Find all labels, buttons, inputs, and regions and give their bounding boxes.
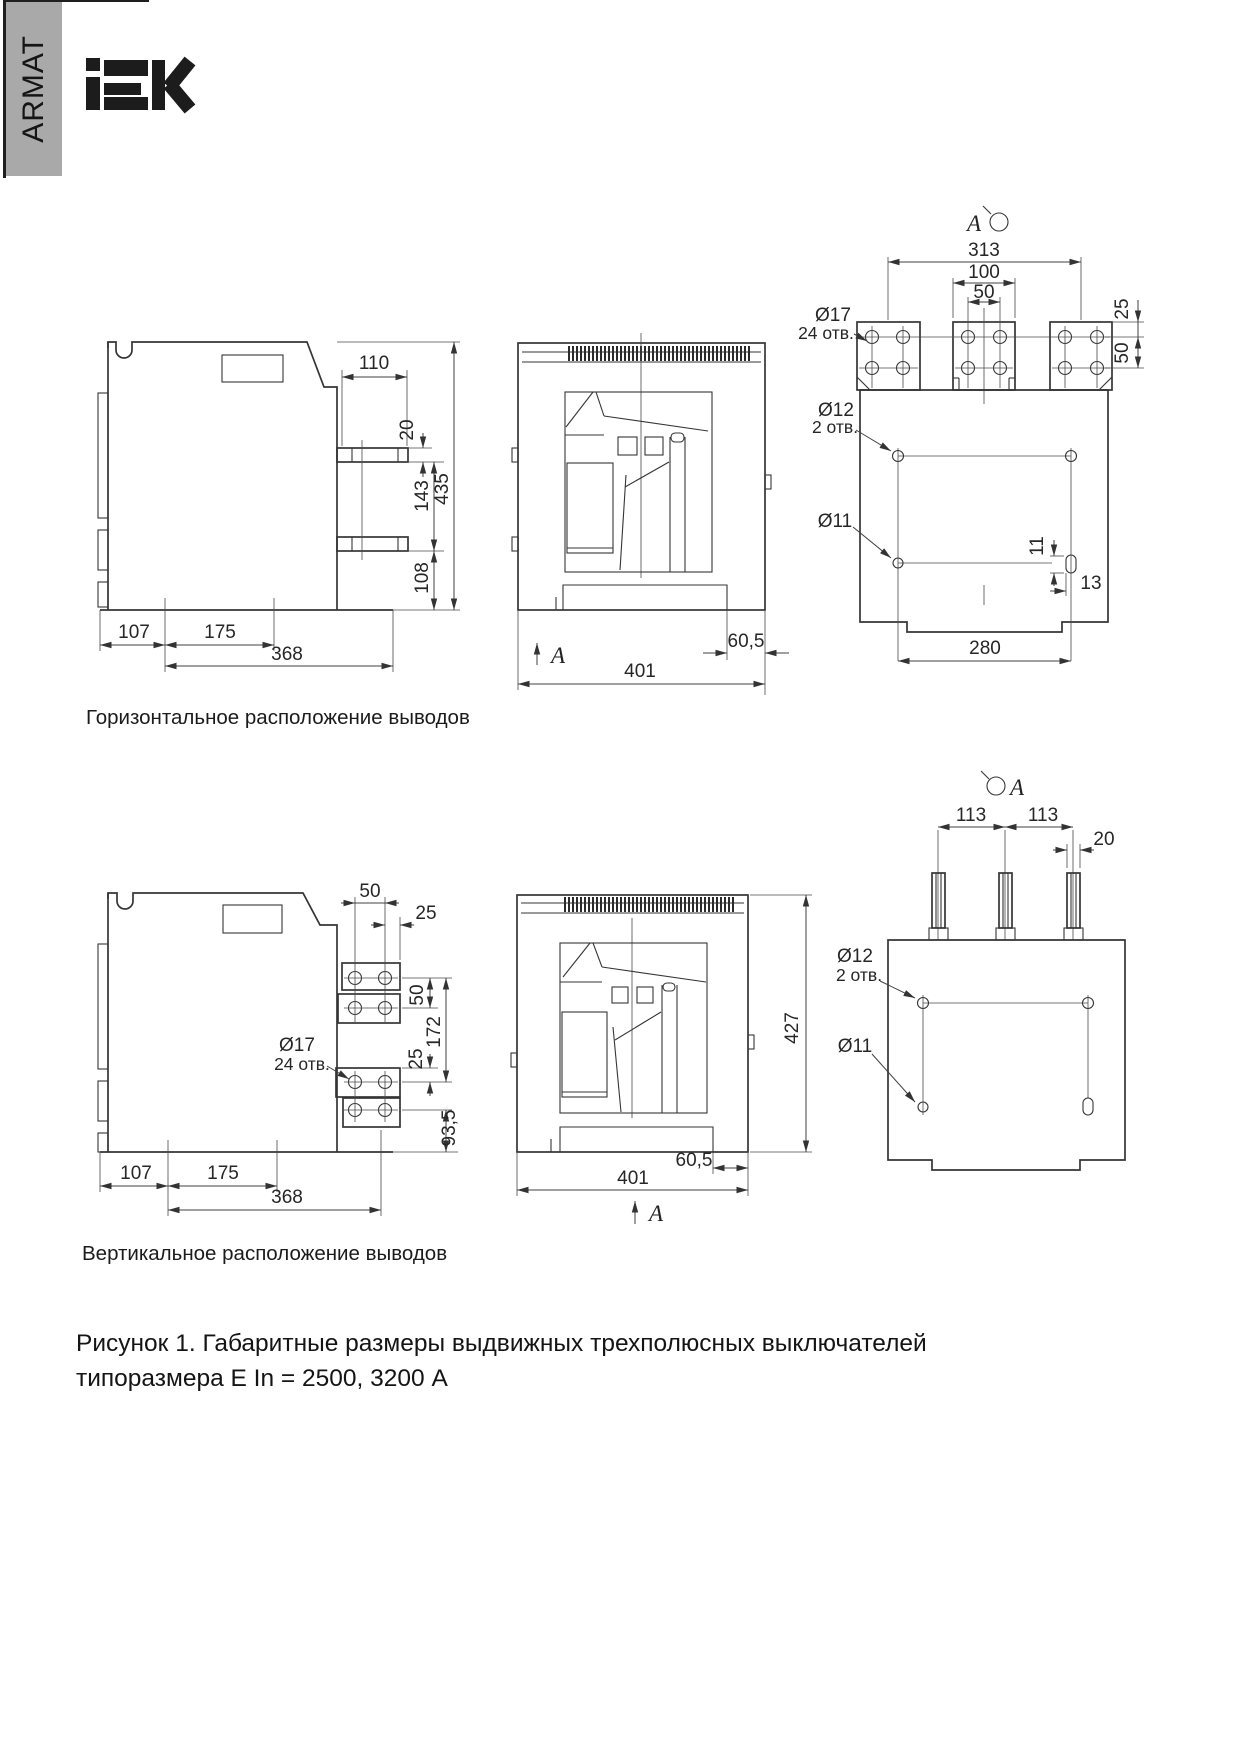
logo-e-top (104, 60, 148, 76)
ventilation-grille (562, 897, 736, 912)
dim-313: 313 (968, 240, 1000, 261)
drawing-horizontal-top-view (798, 206, 1144, 661)
label-2-holes: 2 отв. (811, 417, 859, 437)
caption-vertical-layout: Вертикальное расположение выводов (82, 1242, 448, 1265)
dim-25-right: 25 (1112, 298, 1133, 320)
dim-60-5: 60,5 (727, 631, 765, 652)
figure-caption-line1: Рисунок 1. Габаритные размеры выдвижных трехполюсных выключателей (76, 1330, 927, 1357)
view-a-label: A (550, 643, 566, 668)
dim-50-right: 50 (1112, 342, 1133, 364)
terminal-bars (929, 873, 1083, 940)
dim-368: 368 (271, 644, 303, 665)
dim-113-left: 113 (955, 805, 987, 826)
brand-strip-label: ARMAT (17, 35, 50, 143)
dim-100: 100 (968, 262, 1000, 283)
drawing-horizontal-side-view (98, 342, 460, 672)
dim-93-5: 93,5 (439, 1109, 460, 1147)
label-dia17: Ø17 (279, 1035, 315, 1056)
dim-50-right: 50 (407, 984, 428, 1006)
figure-caption (76, 1326, 927, 1396)
logo-i-stem (86, 77, 100, 110)
dim-110: 110 (358, 353, 390, 374)
label-dia11: Ø11 (837, 1036, 873, 1057)
dim-25-top: 25 (415, 903, 437, 924)
dim-108: 108 (412, 562, 433, 594)
logo-i-dot (86, 58, 100, 71)
dim-113-right: 113 (1027, 805, 1059, 826)
dim-175: 175 (207, 1163, 239, 1184)
logo-e-bottom (104, 97, 148, 110)
dim-175: 175 (204, 622, 236, 643)
drawing-vertical-top-view (836, 771, 1125, 1170)
dim-107: 107 (120, 1163, 152, 1184)
label-dia11: Ø11 (817, 511, 853, 532)
ventilation-grille (566, 346, 750, 361)
dim-13: 13 (1080, 573, 1102, 594)
slot-hole (1083, 1098, 1093, 1115)
drawing-horizontal-front-view (512, 333, 789, 695)
view-a-label: A (648, 1201, 664, 1226)
dim-401: 401 (624, 661, 656, 682)
logo-k-stem (152, 60, 165, 110)
label-2-holes: 2 отв. (835, 965, 883, 985)
iek-logo (86, 58, 190, 110)
drawing-vertical-front-view (511, 895, 812, 1226)
dim-50-top: 50 (359, 881, 381, 902)
dim-25-right: 25 (406, 1048, 427, 1070)
view-a-title: A (966, 211, 982, 236)
caption-horizontal-layout: Горизонтальное расположение выводов (86, 706, 470, 729)
dim-280: 280 (969, 638, 1001, 659)
logo-e-mid (104, 83, 141, 95)
dim-20: 20 (397, 419, 418, 441)
dim-60-5: 60,5 (675, 1150, 713, 1171)
dim-427: 427 (782, 1012, 803, 1044)
view-a-marker-icon (987, 777, 1005, 795)
dim-401: 401 (617, 1168, 649, 1189)
label-24-holes: 24 отв. (798, 323, 854, 343)
label-dia17: Ø17 (815, 305, 851, 326)
dim-143: 143 (412, 480, 433, 512)
dim-368: 368 (271, 1187, 303, 1208)
view-a-marker-icon (990, 213, 1008, 231)
label-24-holes: 24 отв. (274, 1054, 330, 1074)
dim-50: 50 (973, 282, 995, 303)
dim-107: 107 (118, 622, 150, 643)
label-dia12: Ø12 (818, 400, 854, 421)
dim-172: 172 (424, 1016, 445, 1048)
dim-20: 20 (1093, 829, 1115, 850)
label-dia12: Ø12 (837, 946, 873, 967)
logo-k-arm-down (169, 84, 190, 109)
figure-caption-line2: типоразмера E In = 2500, 3200 А (76, 1365, 448, 1392)
view-a-title: A (1009, 775, 1025, 800)
dim-11: 11 (1027, 536, 1048, 556)
dim-435: 435 (432, 473, 453, 505)
drawing-vertical-side-view (98, 881, 460, 1216)
